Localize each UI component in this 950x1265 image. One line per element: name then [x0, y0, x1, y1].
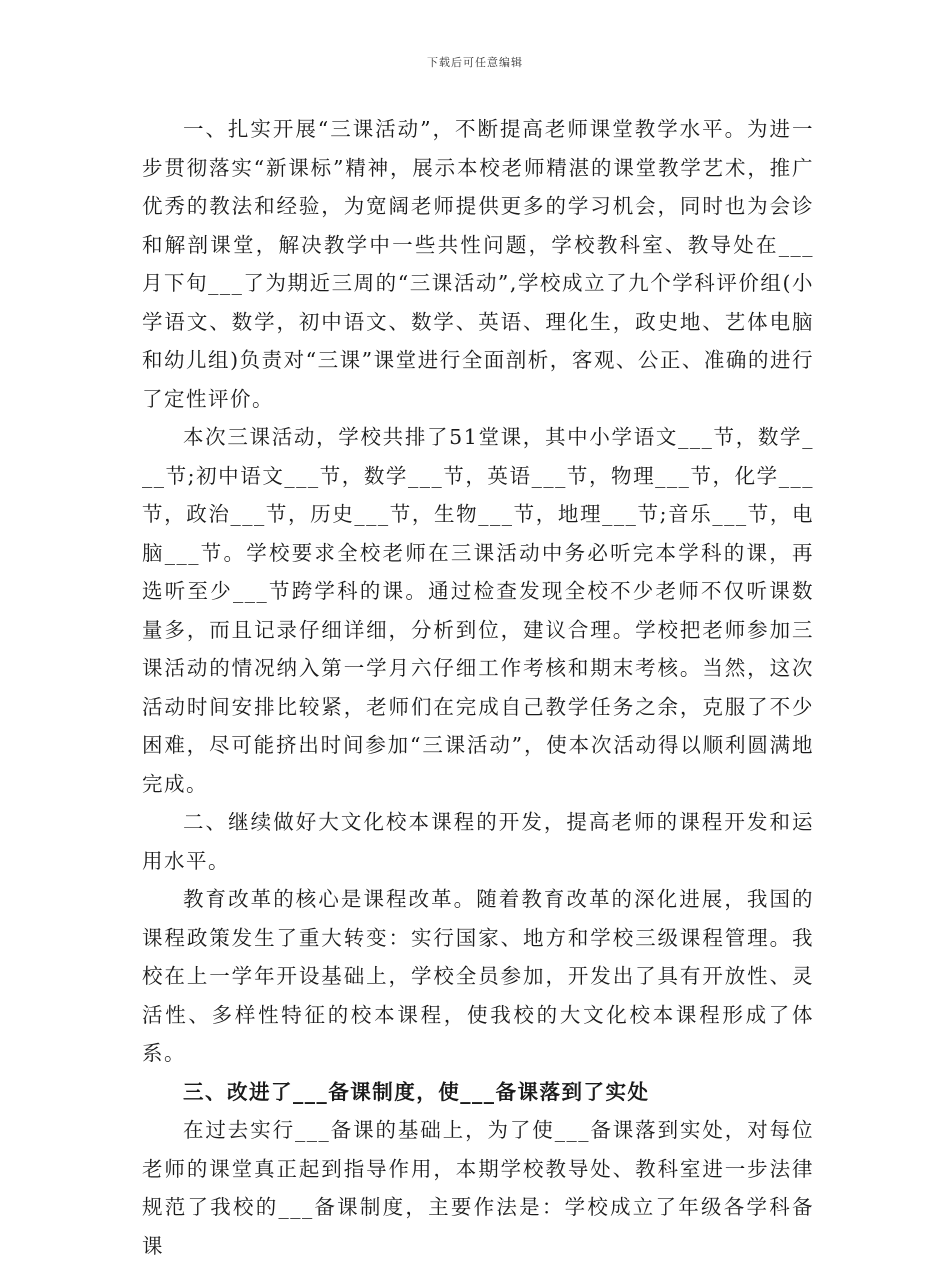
page-header: 下载后可任意编辑: [427, 56, 523, 69]
heading-section-three: 三、改进了___备课制度，使___备课落到了实处: [183, 1079, 650, 1104]
paragraph-section-one: 一、扎实开展“三课活动”，不断提高老师课堂教学水平。为进一步贯彻落实“新课标”精神，展示本校老师精湛的课堂教学艺术，推广优秀的教法和经验，为宽阔老师提供更多的学习机会，同时也为会诊和解剖课堂，解决教学中一些共性问题，学校教科室、教导处在___月下旬___了为期近三周的“三课活动”,学校成立了九个学科评价组(小学语文、数学，初中语文、数学、英语、理化生，政史地、艺体电脑和幼儿组)负责对“三课”课堂进行全面剖析，客观、公正、准确的进行了定性评价。: [142, 117, 814, 411]
paragraph-curriculum-reform: 教育改革的核心是课程改革。随着教育改革的深化进展，我国的课程政策发生了重大转变：实行国家、地方和学校三级课程管理。我校在上一学年开设基础上，学校全员参加，开发出了具有开放性、灵活性、多样性特征的校本课程，使我校的大文化校本课程形成了体系。: [142, 887, 814, 1065]
paragraph-section-two: 二、继续做好大文化校本课程的开发，提高老师的课程开发和运用水平。: [142, 810, 814, 873]
paragraph-lesson-prep: 在过去实行___备课的基础上，为了使___备课落到实处，对每位老师的课堂真正起到指导作用，本期学校教导处、教科室进一步法律规范了我校的___备课制度，主要作法是：学校成立了年级各学科备课: [142, 1118, 814, 1258]
paragraph-three-classes-detail: 本次三课活动，学校共排了51堂课，其中小学语文___节，数学___节;初中语文___节，数学___节，英语___节，物理___节，化学___节，政治___节，历史___节，生物___节，地理___节;音乐___节，电脑___节。学校要求全校老师在三课活动中务必听完本学科的课，再选听至少___节跨学科的课。通过检查发现全校不少老师不仅听课数量多，而且记录仔细详细，分析到位，建议合理。学校把老师参加三课活动的情况纳入第一学月六仔细工作考核和期末考核。当然，这次活动时间安排比较紧，老师们在完成自己教学任务之余，克服了不少困难，尽可能挤出时间参加“三课活动”，使本次活动得以顺利圆满地完成。: [142, 425, 814, 796]
document-body: [142, 110, 814, 1265]
